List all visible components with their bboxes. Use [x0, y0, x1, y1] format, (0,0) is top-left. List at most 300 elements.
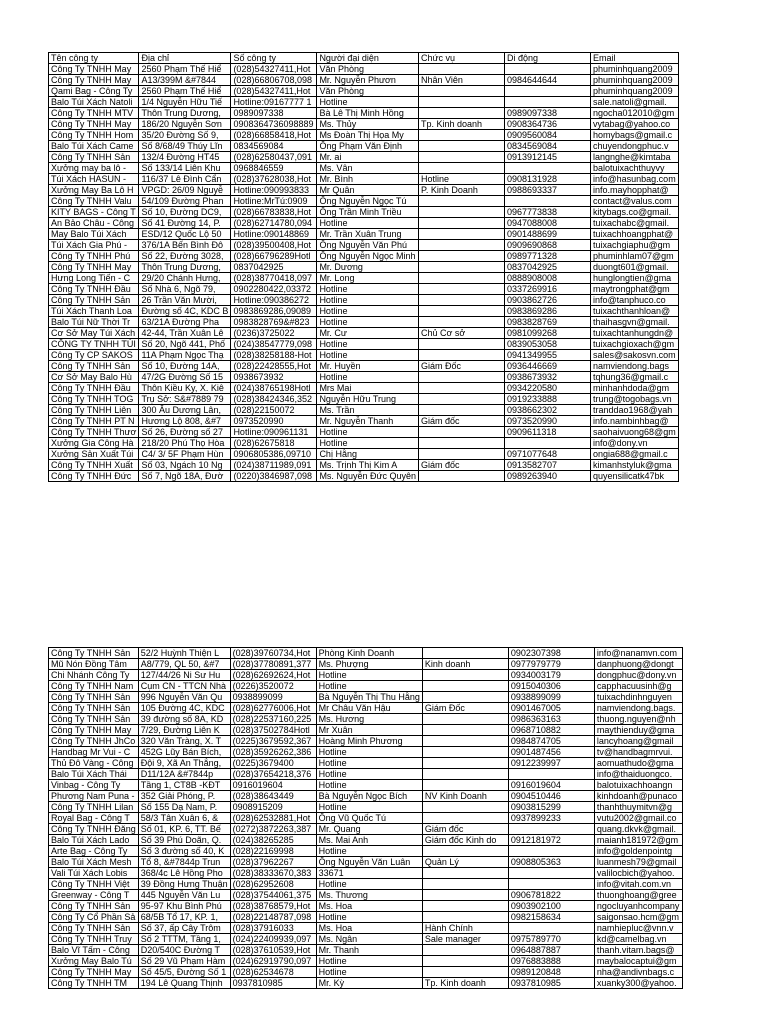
position-cell [419, 207, 505, 218]
position-cell: Sale manager [422, 934, 508, 945]
address-cell: 39 Đồng Hưng Thuận [138, 879, 230, 890]
company-phone-cell: Hotline:MrTú:0909 [231, 196, 317, 207]
representative-cell: Hotline [316, 879, 422, 890]
company-phone-cell: (024)38765198Hotl [231, 383, 317, 394]
email-cell: xuanky300@yahoo. [594, 978, 682, 989]
position-cell: Tp. Kinh doanh [419, 119, 505, 130]
address-cell: Thôn Trung Dương, [139, 262, 231, 273]
representative-cell: Bà Nguyễn Thị Thu Hằng [316, 692, 422, 703]
position-cell: Hotline [419, 174, 505, 185]
address-cell: Tầng 1, CT8B -KĐT [138, 780, 230, 791]
table-row [49, 835, 683, 846]
company-name-cell: Công Ty TNHH Thươ [49, 427, 139, 438]
company-phone-cell: (028)62580437,091 [231, 152, 317, 163]
company-name-cell: Balo Túi Nữ Thời Tr [49, 317, 139, 328]
company-phone-cell: 0989097338 [231, 108, 317, 119]
representative-cell: Văn Phòng [317, 86, 419, 97]
representative-cell: Ms. Thương [316, 890, 422, 901]
email-cell: ngocluyanhcompany [594, 901, 682, 912]
company-name-cell: Công Ty TNHH TM [49, 978, 139, 989]
position-cell [419, 152, 505, 163]
mobile-cell [505, 438, 591, 449]
company-phone-cell: Hotline:090148869 [231, 229, 317, 240]
company-name-cell: Công Ty TNHH Sản [49, 714, 139, 725]
representative-cell: Ông Nguyễn Ngọc Tú [317, 196, 419, 207]
company-phone-cell: 0837042925 [231, 262, 317, 273]
address-cell: Số Nhà 6, Ngõ 79, [139, 284, 231, 295]
company-name-cell: Xưởng May Ba Lô H [49, 185, 139, 196]
mobile-cell: 0937810985 [508, 978, 594, 989]
table-row [49, 681, 683, 692]
mobile-cell: 0908805363 [508, 857, 594, 868]
company-phone-cell: (028)37610539,Hot [230, 945, 316, 956]
table-row [49, 438, 679, 449]
email-cell: homybags@gmail.c [591, 130, 679, 141]
email-cell: tv@handbagmrvui. [594, 747, 682, 758]
company-phone-cell: 0834569084 [231, 141, 317, 152]
table-row [49, 152, 679, 163]
email-cell: balotuixachthuyvy [591, 163, 679, 174]
position-cell [422, 670, 508, 681]
position-cell [419, 284, 505, 295]
company-phone-cell: (028)62714780,094 [231, 218, 317, 229]
representative-cell: Hotline [317, 438, 419, 449]
company-name-cell: Công Ty TNHH May [49, 262, 139, 273]
company-phone-cell: 0938673932 [231, 372, 317, 383]
company-name-cell: Cơ Sở May Balo Hù [49, 372, 139, 383]
mobile-cell: 0837042925 [505, 262, 591, 273]
company-phone-cell: (028)38333670,383 [230, 868, 316, 879]
mobile-cell [505, 163, 591, 174]
position-cell: Tp. Kinh doanh [422, 978, 508, 989]
representative-cell: Hotline [317, 97, 419, 108]
company-phone-cell: (028)37628038,Hot [231, 174, 317, 185]
address-cell: 47/2G Đường Số 15 [139, 372, 231, 383]
representative-cell: Ms. Trịnh Thị Kim A [317, 460, 419, 471]
address-cell: Số 133/14 Liên Khu [139, 163, 231, 174]
address-cell: Số 39 Phú Doãn, Q. [138, 835, 230, 846]
mobile-cell: 0988693337 [505, 185, 591, 196]
table-row [49, 824, 683, 835]
table-row [49, 416, 679, 427]
mobile-cell: 0983828769 [505, 317, 591, 328]
table-row [49, 405, 679, 416]
address-cell: 300 Âu Dương Lân, [139, 405, 231, 416]
company-phone-cell: (028)37544061,375 [230, 890, 316, 901]
mobile-cell: 0903862726 [505, 295, 591, 306]
company-name-cell: Công Ty TNHH May [49, 967, 139, 978]
company-phone-cell: (028)54327411,Hot [231, 86, 317, 97]
company-phone-cell: (028)22537160,225 [230, 714, 316, 725]
position-cell [419, 449, 505, 460]
table-row [49, 879, 683, 890]
mobile-cell: 0912239997 [508, 758, 594, 769]
company-phone-cell: (028)62675818 [231, 438, 317, 449]
position-cell [422, 879, 508, 890]
mobile-cell: 0901488699 [505, 229, 591, 240]
position-cell [422, 813, 508, 824]
position-cell [419, 372, 505, 383]
representative-cell: Hotline [316, 780, 422, 791]
representative-cell: Mr Xuân [316, 725, 422, 736]
mobile-cell: 0903815299 [508, 802, 594, 813]
table-row [49, 758, 683, 769]
table-row [49, 141, 679, 152]
email-cell: aomuathudo@gma [594, 758, 682, 769]
representative-cell: Mr. Cư [317, 328, 419, 339]
company-phone-cell: Hotline:090386272 [231, 295, 317, 306]
email-cell: quang.dkvk@gmail. [594, 824, 682, 835]
address-cell: VPGD: 26/09 Nguyễ [139, 185, 231, 196]
mobile-cell: 0909560084 [505, 130, 591, 141]
address-cell: Địa chỉ [139, 53, 231, 64]
address-cell: Số 7, Ngõ 18A, Đườ [139, 471, 231, 482]
position-cell: P. Kinh Doanh [419, 185, 505, 196]
company-phone-cell: (028)66796289Hotl [231, 251, 317, 262]
address-cell: 116/37 Lê Đình Cẩn [139, 174, 231, 185]
mobile-cell: 0834569084 [505, 141, 591, 152]
email-cell: duongt601@gmail. [591, 262, 679, 273]
mobile-cell: 0912181972 [508, 835, 594, 846]
email-cell: ngocha012010@gm [591, 108, 679, 119]
mobile-cell: 0904510446 [508, 791, 594, 802]
address-cell: 35/20 Đường Số 9, [139, 130, 231, 141]
table-row [49, 328, 679, 339]
table-row [49, 130, 679, 141]
representative-cell: Hotline [317, 350, 419, 361]
position-cell [419, 350, 505, 361]
address-cell: ESD/12 Quốc Lộ 50 [139, 229, 231, 240]
table-row [49, 471, 679, 482]
email-cell: thuong.nguyen@nh [594, 714, 682, 725]
table-row [49, 846, 683, 857]
company-name-cell: Vali Túi Xách Lobis [49, 868, 139, 879]
email-cell: sale.natoli@gmail. [591, 97, 679, 108]
address-cell: 54/109 Đường Phan [139, 196, 231, 207]
position-cell [422, 912, 508, 923]
position-cell [419, 97, 505, 108]
company-phone-cell: (028)35926262,386 [230, 747, 316, 758]
position-cell: Giám đốc Kinh do [422, 835, 508, 846]
company-name-cell: Công Ty CP SAKOS [49, 350, 139, 361]
position-cell [422, 648, 508, 659]
mobile-cell: 0916019604 [508, 780, 594, 791]
mobile-cell [508, 846, 594, 857]
address-cell: Tổ 8, &#7844p Trun [138, 857, 230, 868]
mobile-cell: 0919233888 [505, 394, 591, 405]
position-cell [419, 130, 505, 141]
company-name-cell: Công Ty TNHH Truy [49, 934, 139, 945]
address-cell: 95-97 Khu Bình Phú [138, 901, 230, 912]
address-cell: 52/2 Huỳnh Thiện L [138, 648, 230, 659]
company-name-cell: Công Ty TNHH Hom [49, 130, 139, 141]
company-name-cell: Công Ty TNHH May [49, 119, 139, 130]
representative-cell: Ông Vũ Quốc Tú [316, 813, 422, 824]
mobile-cell [505, 97, 591, 108]
company-name-cell: KITY BAGS - Công T [49, 207, 139, 218]
company-name-cell: Xưởng Gia Công Hà [49, 438, 139, 449]
address-cell: 218/20 Phú Thọ Hòa [139, 438, 231, 449]
company-phone-cell: 0908364736098889 [231, 119, 317, 130]
company-name-cell: Vinbag - Công Ty [49, 780, 139, 791]
position-cell [419, 273, 505, 284]
position-cell [419, 383, 505, 394]
representative-cell: Ms. Hương [316, 714, 422, 725]
position-cell [422, 725, 508, 736]
address-cell: 29/20 Chánh Hưng, [139, 273, 231, 284]
email-cell: chuyendongphuc.v [591, 141, 679, 152]
company-phone-cell: (028)37780891,377 [230, 659, 316, 670]
table-row [49, 317, 679, 328]
position-cell [419, 394, 505, 405]
email-cell: kd@camelbag.vn [594, 934, 682, 945]
position-cell [422, 780, 508, 791]
representative-cell: Mr. Nguyễn Thanh [317, 416, 419, 427]
company-phone-cell: (024)38265285 [230, 835, 316, 846]
email-cell: valilocbich@yahoo. [594, 868, 682, 879]
company-name-cell: Balo Túi Xách Thái [49, 769, 139, 780]
table-row [49, 978, 683, 989]
mobile-cell: 0982158634 [508, 912, 594, 923]
company-name-cell: Công Ty TNHH May [49, 64, 139, 75]
address-cell: 445 Nguyễn Văn Lu [138, 890, 230, 901]
representative-cell: Mr. Bình [317, 174, 419, 185]
table-row [49, 703, 683, 714]
company-name-cell: Balo Túi Xách Natoli [49, 97, 139, 108]
mobile-cell: 0908364736 [505, 119, 591, 130]
address-cell: Thôn Kiều Ky, X. Kiê [139, 383, 231, 394]
company-phone-cell: (028)22169998 [230, 846, 316, 857]
mobile-cell: 0913582707 [505, 460, 591, 471]
mobile-cell: 0936446669 [505, 361, 591, 372]
email-cell: danphuong@dongt [594, 659, 682, 670]
address-cell: 452G Lũy Bán Bích, [138, 747, 230, 758]
email-cell: tuixachabc@gmail. [591, 218, 679, 229]
email-cell: maianh181972@gm [594, 835, 682, 846]
email-cell: tqhung36@gmail.c [591, 372, 679, 383]
address-cell: 194 Lê Quang Thịnh [138, 978, 230, 989]
position-cell: Quản Lý [422, 857, 508, 868]
position-cell [419, 295, 505, 306]
table-row [49, 659, 683, 670]
address-cell: 63/21A Đường Pha [139, 317, 231, 328]
company-phone-cell: (0225)3679400 [230, 758, 316, 769]
email-cell: dongphuc@dony.vn [594, 670, 682, 681]
position-cell [419, 339, 505, 350]
mobile-cell: 0913912145 [505, 152, 591, 163]
table-row [49, 769, 683, 780]
address-cell: 132/4 Đường HT45 [139, 152, 231, 163]
email-cell: saohaivuong68@gm [591, 427, 679, 438]
email-cell: maytrongphat@gm [591, 284, 679, 295]
table-row [49, 339, 679, 350]
email-cell: phuminhlam07@gm [591, 251, 679, 262]
representative-cell: Hotline [317, 372, 419, 383]
email-cell: tuixachgioxach@gm [591, 339, 679, 350]
table-row [49, 174, 679, 185]
email-cell: vytabag@yahoo.co [591, 119, 679, 130]
position-cell: Chủ Cơ sở [419, 328, 505, 339]
company-name-cell: Thủ Đô Vàng - Công [49, 758, 139, 769]
mobile-cell [508, 879, 594, 890]
address-cell: Số 41 Đường 14, P. [139, 218, 231, 229]
table-row [49, 218, 679, 229]
address-cell: Đường số 4C, KDC B [139, 306, 231, 317]
email-cell: nha@andivnbags.c [594, 967, 682, 978]
position-cell: Chức vụ [419, 53, 505, 64]
representative-cell: Hotline [317, 218, 419, 229]
mobile-cell [508, 824, 594, 835]
representative-cell: Hotline [316, 802, 422, 813]
mobile-cell: 0973520990 [505, 416, 591, 427]
email-cell: kimanhstyluk@gma [591, 460, 679, 471]
company-phone-cell: (028)37654218,376 [230, 769, 316, 780]
company-phone-cell: (028)62692624,Hot [230, 670, 316, 681]
mobile-cell: 0984874705 [508, 736, 594, 747]
email-cell: hunglongtien@gma [591, 273, 679, 284]
company-name-cell: Túi Xách HASUN - [49, 174, 139, 185]
mobile-cell: 0908131928 [505, 174, 591, 185]
company-name-cell: Mũ Nón Đồng Tâm [49, 659, 139, 670]
mobile-cell: 0941349955 [505, 350, 591, 361]
mobile-cell: 0909611318 [505, 427, 591, 438]
mobile-cell: 0971077648 [505, 449, 591, 460]
table-row [49, 648, 683, 659]
table-row [49, 229, 679, 240]
company-name-cell: Công Ty TNHH Sản [49, 703, 139, 714]
representative-cell: Ms. Vân [317, 163, 419, 174]
mobile-cell [508, 868, 594, 879]
position-cell [422, 901, 508, 912]
position-cell [419, 64, 505, 75]
table-row [49, 967, 683, 978]
company-phone-cell: (0226)3520072 [230, 681, 316, 692]
company-phone-cell: (0220)3846987,098 [231, 471, 317, 482]
representative-cell: 33671 [316, 868, 422, 879]
company-phone-cell: (028)62952608 [230, 879, 316, 890]
position-cell [419, 218, 505, 229]
email-cell: saigonsao.hcm@gm [594, 912, 682, 923]
position-cell [422, 769, 508, 780]
table-row [49, 714, 683, 725]
representative-cell: Ms Đoàn Thị Họa My [317, 130, 419, 141]
representative-cell: Ms. Ngân [316, 934, 422, 945]
company-name-cell: Balo Túi Xách Mesh [49, 857, 139, 868]
representative-cell: Mr. Kỳ [316, 978, 422, 989]
address-cell: Số 10, Đường 14A, [139, 361, 231, 372]
table-row [49, 306, 679, 317]
address-cell: Số 45/5, Đường Số 1 [138, 967, 230, 978]
position-cell [422, 736, 508, 747]
mobile-cell [505, 64, 591, 75]
representative-cell: Hotline [317, 306, 419, 317]
address-cell: Số 2 TTTM, Tầng 1, [138, 934, 230, 945]
table-row [49, 251, 679, 262]
representative-cell: Hotline [316, 747, 422, 758]
representative-cell: Hotline [317, 284, 419, 295]
contacts-table-top [48, 52, 679, 482]
position-cell: Giám đốc [419, 460, 505, 471]
table-row [49, 791, 683, 802]
representative-cell: Mr. Thanh [316, 945, 422, 956]
address-cell: C4/ 3/ 5F Phạm Hùn [139, 449, 231, 460]
representative-cell: Ông Trần Minh Triều [317, 207, 419, 218]
mobile-cell: 0901467005 [508, 703, 594, 714]
representative-cell: Chị Hằng [317, 449, 419, 460]
header-row [49, 53, 679, 64]
email-cell: info@tanphuco.co [591, 295, 679, 306]
position-cell [422, 747, 508, 758]
company-name-cell: Công Ty TNHH Sản [49, 648, 139, 659]
company-name-cell: Công Ty TNHH Liên [49, 405, 139, 416]
representative-cell: Hotline [317, 317, 419, 328]
company-name-cell: Công Ty TNHH Xuất [49, 460, 139, 471]
email-cell: namhiepluc@vnn.v [594, 923, 682, 934]
company-phone-cell: (028)66806708,098 [231, 75, 317, 86]
company-name-cell: CÔNG TY TNHH TÚI [49, 339, 139, 350]
representative-cell: Hotline [317, 295, 419, 306]
position-cell [422, 868, 508, 879]
table-row [49, 273, 679, 284]
email-cell: maythienduy@gma [594, 725, 682, 736]
mobile-cell: 0975789770 [508, 934, 594, 945]
company-phone-cell: (028)66858418,Hot [231, 130, 317, 141]
email-cell: info@goldenpointg [594, 846, 682, 857]
mobile-cell: 0937899233 [508, 813, 594, 824]
mobile-cell: 0902307398 [508, 648, 594, 659]
table-row [49, 97, 679, 108]
company-phone-cell: (0225)3679592,367 [230, 736, 316, 747]
address-cell: 352 Giải Phóng, P. [138, 791, 230, 802]
company-name-cell: Tên công ty [49, 53, 139, 64]
contacts-table-bottom [48, 647, 683, 989]
position-cell [419, 196, 505, 207]
address-cell: Số 26, Đường số 27 [139, 427, 231, 438]
company-name-cell: Balo Túi Xách Lado [49, 835, 139, 846]
representative-cell: Bà Lê Thị Minh Hồng [317, 108, 419, 119]
company-phone-cell: (024)22409939,097 [230, 934, 316, 945]
position-cell [419, 86, 505, 97]
email-cell: phuminhquang2009 [591, 64, 679, 75]
company-name-cell: Công Ty TNHH Việt [49, 879, 139, 890]
email-cell: langnghe@kimtaba [591, 152, 679, 163]
address-cell: Hương Lộ 808, &#7 [139, 416, 231, 427]
company-phone-cell: (028)39760734,Hot [230, 648, 316, 659]
table-row [49, 692, 683, 703]
position-cell [419, 262, 505, 273]
company-name-cell: Công Ty TNHH Sản [49, 923, 139, 934]
position-cell: Hành Chính [422, 923, 508, 934]
representative-cell: Phòng Kinh Doanh [316, 648, 422, 659]
position-cell [422, 890, 508, 901]
mobile-cell: 0984644644 [505, 75, 591, 86]
representative-cell: Văn Phòng [317, 64, 419, 75]
address-cell: Đội 9, Xã An Thắng, [138, 758, 230, 769]
table-row [49, 890, 683, 901]
mobile-cell: 0968710882 [508, 725, 594, 736]
mobile-cell: 0938662302 [505, 405, 591, 416]
email-cell: minhanhdoda@gm [591, 383, 679, 394]
email-cell: namviendong.bags. [594, 703, 682, 714]
company-name-cell: Công Ty Cổ Phần Sả [49, 912, 139, 923]
position-cell [422, 846, 508, 857]
address-cell: Số 29 Vũ Phạm Hàm [138, 956, 230, 967]
mobile-cell: 0934220580 [505, 383, 591, 394]
address-cell: Số 03, Ngách 10 Ng [139, 460, 231, 471]
address-cell: 42-44, Trần Xuân Lê [139, 328, 231, 339]
address-cell: 68/5B Tổ 17, KP. 1, [138, 912, 230, 923]
table-row [49, 449, 679, 460]
